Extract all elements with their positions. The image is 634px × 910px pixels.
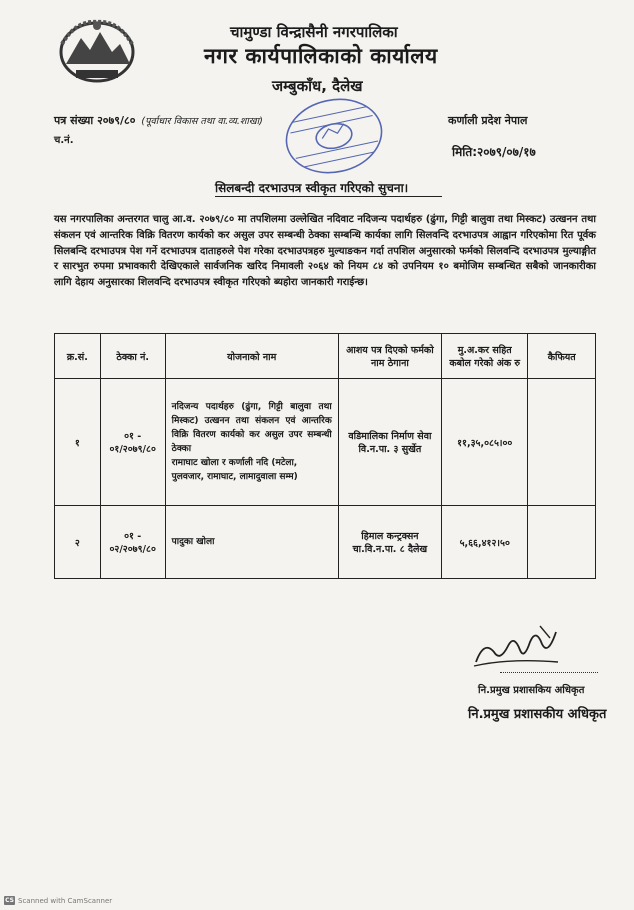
contract-table <box>54 333 596 579</box>
cell-project <box>165 379 338 506</box>
cell-amount: ११,३५,०८५।०० <box>442 379 528 506</box>
col-header-amount: मु.अ.कर सहित कबोल गरेको अंक रु <box>442 334 528 379</box>
signature-line <box>500 672 598 673</box>
cell-remarks <box>528 379 596 506</box>
col-header-remarks: कैफियत <box>528 334 596 379</box>
cell-contract-no: ०१ - ०२/२०७९/८० <box>100 506 165 579</box>
province-name: कर्णाली प्रदेश नेपाल <box>448 114 528 127</box>
col-header-project: योजनाको नाम <box>165 334 338 379</box>
col-header-firm: आशय पत्र दिएको फर्मको नाम ठेगाना <box>338 334 441 379</box>
letter-note: (पूर्वाधार विकास तथा वा.व्य.शाखा) <box>141 116 263 127</box>
col-header-contract-no: ठेक्का नं. <box>100 334 165 379</box>
camscanner-icon: CS <box>5 897 14 904</box>
dispatch-number: च.नं. <box>54 135 74 146</box>
cell-firm: वडिमालिका निर्माण सेवा वि.न.पा. ३ सुर्खेत <box>338 379 441 506</box>
table-header-row <box>55 334 596 379</box>
signature-label: नि.प्रमुख प्रशासकिय अधिकृत <box>478 685 585 696</box>
subject-title: सिलबन्दी दरभाउपत्र स्वीकृत गरिएको सुचना। <box>215 181 409 195</box>
cell-sn: २ <box>55 506 101 579</box>
cell-amount: ५,६६,४१२।५० <box>442 506 528 579</box>
cell-firm: हिमाल कन्ट्रक्सन चा.वि.न.पा. ८ दैलेख <box>338 506 441 579</box>
office-title: नगर कार्यपालिकाको कार्यालय <box>204 44 438 68</box>
scanner-text: Scanned with CamScanner <box>18 896 113 905</box>
cell-remarks <box>528 506 596 579</box>
table-row <box>55 379 596 506</box>
subject-underline <box>215 196 442 197</box>
col-header-sn: क्र.सं. <box>55 334 101 379</box>
cell-project <box>165 506 338 579</box>
table-row <box>55 506 596 579</box>
project-location: रामाघाट खोला र कर्णाली नदि (मटेला, पुलवजार, रामाघाट, लामादुवाला सम्म) <box>171 458 298 482</box>
officer-title-stamp: नि.प्रमुख प्रशासकीय अधिकृत <box>468 707 607 722</box>
notice-body: यस नगरपालिका अन्तरगत चालु आ.व. २०७९/८० मा तपशिलमा उल्लेखित नदिवाट नदिजन्य पदार्थहरु (ढुंगा, गिट्टी बालुवा तथा मिस्कट) उत्खनन तथा संकलन एवं आन्तरिक विक्रि वितरण कार्यको कर असुल उपर सम्बन्धी ठेक्का सम्बन्धि कार्यका लागि सिलवन्दि दरभाउपत्र आह्वान गरिएकोमा रित पूर्वक सिलबन्दि दरभाउपत्र पेश गर्ने दरभाउपत्र दाताहरुले पेश गरेका दरभाउपत्रहरु मुल्याङकन गर्दा तपशिल अनुसारको फर्मको सिलवन्दि दरभाउपत्र मुल्याङ्गीत र सारभुत रुपमा प्रभावकारी देखिएकाले सार्वजनिक खरिद निमावली २०६४ को नियम ८४ को उपनियम १० बमोजिम सम्बन्धित सबैको जानकारीका लागि देहाय अनुसारका शिलवन्दि दरभाउपत्र स्वीकृत गरिएको ब्यहोरा जानकारी गराईन्छ। <box>54 214 596 289</box>
cell-contract-no: ०१ - ०१/२०७९/८० <box>100 379 165 506</box>
scanner-watermark <box>4 896 112 905</box>
project-description: पादुका खोला <box>171 537 215 547</box>
officer-signature <box>470 622 562 674</box>
cell-sn: १ <box>55 379 101 506</box>
letter-date: मिति:२०७९/०७/१७ <box>452 145 536 159</box>
letter-number: पत्र संख्या २०७९/८० (पूर्वाधार विकास तथा वा.व्य.शाखा) <box>54 114 263 127</box>
office-stamp <box>282 94 386 178</box>
municipality-name: चामुण्डा विन्द्रासैनी नगरपालिका <box>230 23 398 41</box>
project-description: नदिजन्य पदार्थहरु (ढुंगा, गिट्टी बालुवा तथा मिस्कट) उत्खनन तथा संकलन एवं आन्तरिक विक्रि वितरण कार्यको कर असुल उपर सम्बन्धी ठेक्का <box>171 402 332 454</box>
office-address: जम्बुकाँध, दैलेख <box>272 77 363 95</box>
nepal-emblem-icon <box>56 14 138 84</box>
